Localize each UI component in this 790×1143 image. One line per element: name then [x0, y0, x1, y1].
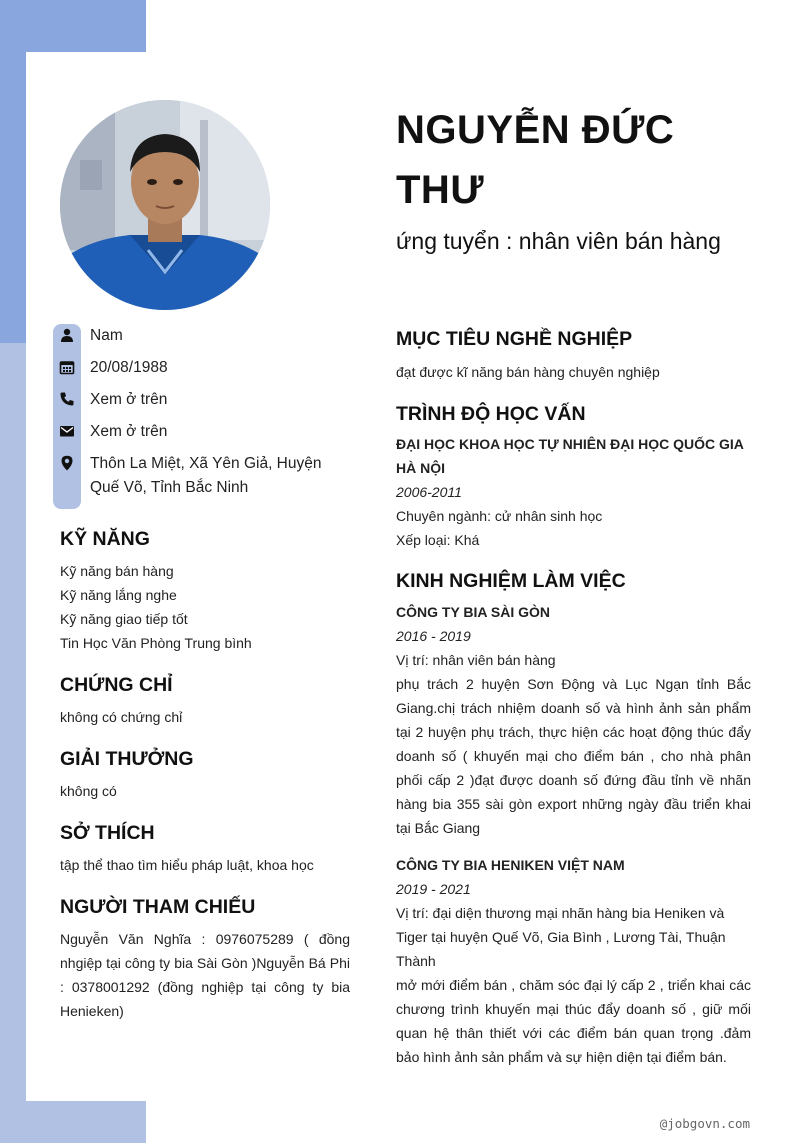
address-text: Thôn La Miệt, Xã Yên Giả, Huyện Quế Võ, Tỉnh Bắc Ninh [90, 455, 322, 496]
contact-icon-bar [53, 324, 81, 509]
job-position: Vị trí: nhân viên bán hàng [396, 652, 556, 668]
skill-item: Kỹ năng lắng nghe [60, 587, 177, 603]
job-entry [396, 853, 751, 1069]
job-description: mở mới điểm bán , chăm sóc đại lý cấp 2 , triển khai các chương trình khuyến mại thúc đẩy doanh số , giữ mối quan hệ thân thiết với các điểm bán quan trọng .đảm bảo hình ảnh sản phẩm và sự hiện diện tại điểm bán. [396, 977, 751, 1065]
certificates-heading: CHỨNG CHỈ [60, 674, 173, 696]
birthdate-text: 20/08/1988 [90, 359, 168, 376]
objective-text: đạt được kĩ năng bán hàng chuyên nghiệp [396, 364, 660, 380]
education-grade: Xếp loại: Khá [396, 532, 480, 548]
hobbies-heading: SỞ THÍCH [60, 822, 155, 844]
school-name: ĐẠI HỌC KHOA HỌC TỰ NHIÊN ĐẠI HỌC QUỐC GIA HÀ NỘI [396, 436, 744, 476]
company-name: CÔNG TY BIA SÀI GÒN [396, 604, 551, 620]
avatar [60, 100, 270, 310]
mail-icon [59, 423, 75, 439]
portrait-photo [60, 100, 270, 310]
education-heading: TRÌNH ĐỘ HỌC VẤN [396, 403, 586, 425]
email-text: Xem ở trên [90, 423, 168, 440]
candidate-name: NGUYỄN ĐỨC THƯ [396, 108, 675, 212]
references-text: Nguyễn Văn Nghĩa : 0976075289 ( đồng nhgiệp tại công ty bia Sài Gòn )Nguyễn Bá Phi : 0378001292 (đồng nghiệp tại công ty bia Henieken) [60, 931, 350, 1019]
education-period: 2006-2011 [396, 484, 462, 500]
education-block [396, 432, 751, 552]
objective-heading: MỤC TIÊU NGHỀ NGHIỆP [396, 328, 633, 350]
experience-heading: KINH NGHIỆM LÀM VIỆC [396, 570, 626, 592]
education-major: Chuyên ngành: cử nhân sinh học [396, 508, 603, 524]
decor-block-bottom [0, 1101, 146, 1143]
skills-heading: KỸ NĂNG [60, 528, 150, 550]
hobbies-text: tập thể thao tìm hiểu pháp luật, khoa học [60, 857, 314, 873]
job-position: Vị trí: đại diện thương mại nhãn hàng bia Heniken và Tiger tại huyện Quế Võ, Gia Bình , Lương Tài, Thuận Thành [396, 905, 726, 969]
job-period: 2019 - 2021 [396, 881, 471, 897]
company-name: CÔNG TY BIA HENIKEN VIỆT NAM [396, 857, 625, 873]
job-description: phụ trách 2 huyện Sơn Động và Lục Ngạn tỉnh Bắc Giang.chị trách nhiệm doanh số và hình ảnh sản phẩm tại 2 huyện phụ trách, thực hiện các hoạt động thúc đẩy doanh số ( khuyến mại cho điểm bán , cho nhà phân phối cấp 2 )đạt được doanh số đứng đầu tỉnh về nhãn hàng bia 355 sài gòn export những ngày đầu triển khai tại Bắc Giang [396, 676, 751, 836]
job-title: ứng tuyển : nhân viên bán hàng [396, 228, 721, 254]
skill-item: Kỹ năng bán hàng [60, 563, 174, 579]
phone-icon [59, 391, 75, 407]
skills-list [60, 559, 350, 655]
calendar-icon [59, 359, 75, 375]
phone-text: Xem ở trên [90, 391, 168, 408]
awards-heading: GIẢI THƯỞNG [60, 748, 194, 770]
job-period: 2016 - 2019 [396, 628, 471, 644]
certificates-text: không có chứng chỉ [60, 709, 183, 725]
person-icon [59, 327, 75, 343]
gender-text: Nam [90, 327, 123, 344]
awards-text: không có [60, 783, 117, 799]
job-entry [396, 600, 751, 840]
skill-item: Tin Học Văn Phòng Trung bình [60, 635, 252, 651]
references-heading: NGƯỜI THAM CHIẾU [60, 896, 256, 918]
watermark: @jobgovn.com [659, 1116, 750, 1131]
skill-item: Kỹ năng giao tiếp tốt [60, 611, 188, 627]
location-icon [59, 455, 75, 471]
